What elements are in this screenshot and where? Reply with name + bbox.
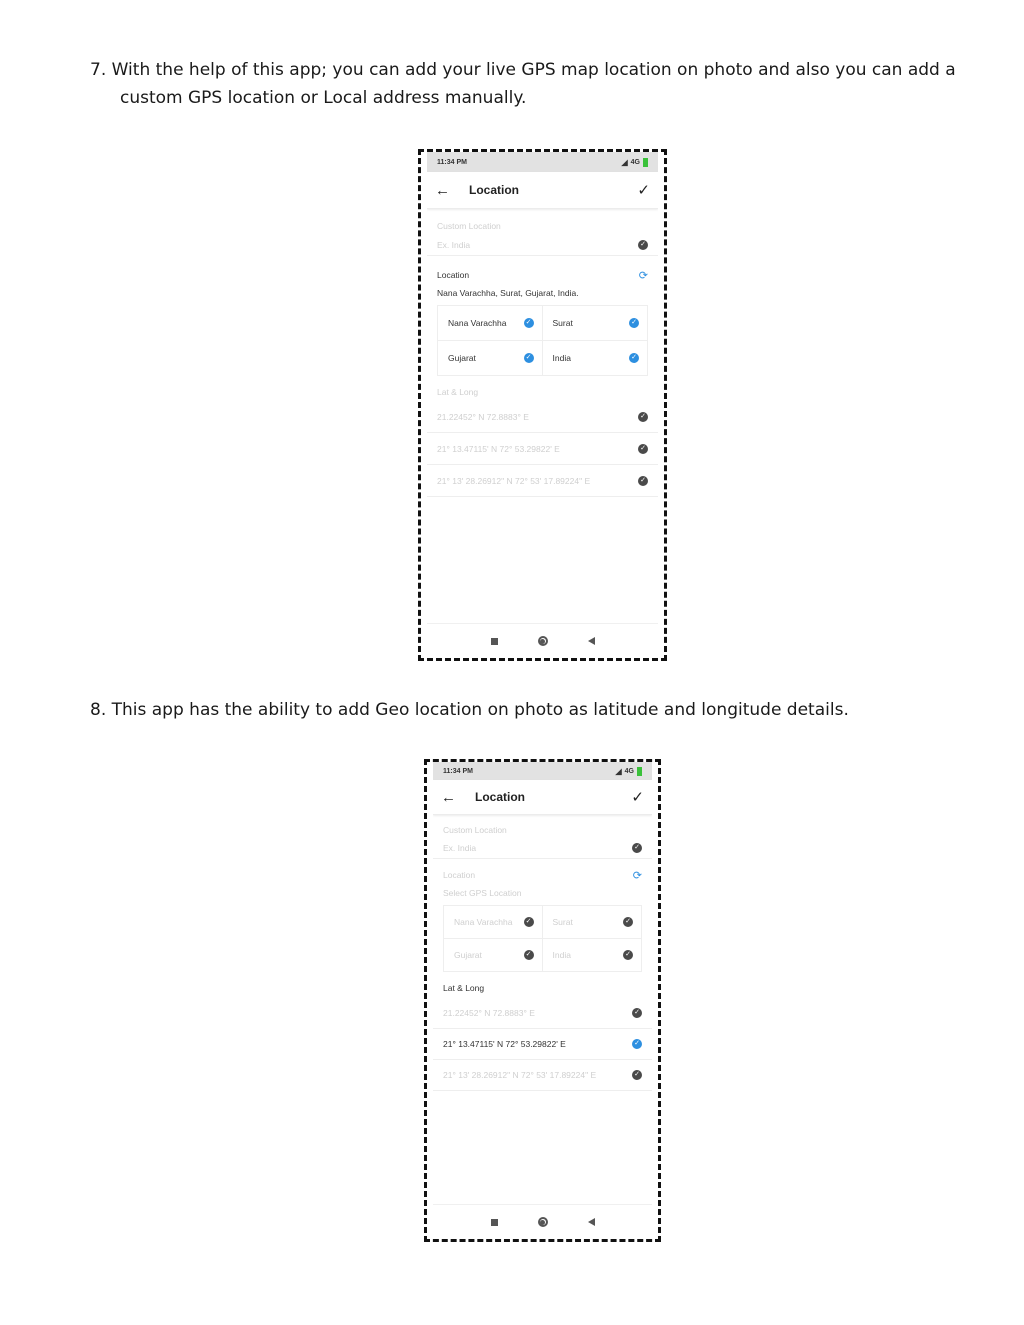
system-nav-bar: [427, 623, 658, 658]
app-bar: [433, 780, 652, 815]
check-circle-icon: ✓: [632, 1070, 642, 1080]
screenshot-frame-2: [424, 759, 661, 1242]
recents-square-icon[interactable]: [491, 638, 498, 645]
chip-nana-varachha[interactable]: Nana Varachha ✓: [438, 306, 543, 341]
location-label: Location: [437, 270, 470, 280]
paragraph-7-line-2: custom GPS location or Local address manually.: [120, 88, 527, 108]
check-circle-icon: ✓: [638, 444, 648, 454]
network-label: 4G: [624, 767, 634, 775]
location-value: Nana Varachha, Surat, Gujarat, India.: [437, 288, 579, 298]
paragraph-8-text: 8. This app has the ability to add Geo location on photo as latitude and longitude details.: [90, 700, 849, 720]
latlong-option-2[interactable]: 21° 13.47115' N 72° 53.29822' E ✓: [433, 1029, 652, 1060]
custom-location-label: Custom Location: [437, 221, 501, 231]
status-bar: [427, 152, 658, 172]
check-circle-icon: ✓: [524, 318, 534, 328]
home-circle-icon[interactable]: [538, 1217, 548, 1227]
screenshot-frame-1: [418, 149, 667, 661]
signal-icon: ◢: [621, 157, 628, 167]
recents-square-icon[interactable]: [491, 1219, 498, 1226]
back-arrow-icon[interactable]: ←: [441, 788, 456, 806]
custom-location-placeholder: Ex. India: [437, 240, 471, 250]
custom-location-label: Custom Location: [443, 825, 507, 835]
phone-screen-1: [427, 152, 658, 658]
chip-gujarat[interactable]: Gujarat ✓: [438, 341, 543, 375]
latlong-option-2[interactable]: 21° 13.47115' N 72° 53.29822' E ✓: [427, 433, 658, 465]
check-circle-icon: ✓: [638, 476, 648, 486]
check-circle-icon: ✓: [638, 412, 648, 422]
latlong-option-3[interactable]: 21° 13' 28.26912" N 72° 53' 17.89224" E ✓: [427, 465, 658, 497]
custom-location-input[interactable]: [427, 235, 658, 256]
latlong-option-3[interactable]: 21° 13' 28.26912" N 72° 53' 17.89224" E ✓: [433, 1060, 652, 1091]
battery-icon: [643, 158, 648, 167]
page-title: Location: [475, 790, 525, 804]
back-arrow-icon[interactable]: ←: [435, 181, 450, 199]
check-circle-icon: ✓: [524, 353, 534, 363]
refresh-icon[interactable]: ⟳: [638, 269, 648, 282]
latlong-label: Lat & Long: [437, 387, 479, 397]
system-nav-bar: [433, 1204, 652, 1239]
home-circle-icon[interactable]: [538, 636, 548, 646]
phone-screen-2: [433, 762, 652, 1239]
chip-nana-varachha[interactable]: Nana Varachha ✓: [444, 906, 543, 939]
chip-india[interactable]: India ✓: [543, 341, 648, 375]
check-circle-icon: ✓: [629, 353, 639, 363]
network-label: 4G: [630, 158, 640, 166]
custom-location-placeholder: Ex. India: [443, 843, 477, 853]
location-label: Location: [443, 870, 476, 880]
location-value: Select GPS Location: [443, 888, 522, 898]
paragraph-7-line-1: 7. With the help of this app; you can add your live GPS map location on photo and also you can add a: [90, 60, 956, 80]
refresh-icon[interactable]: ⟳: [632, 869, 642, 882]
battery-icon: [637, 767, 642, 776]
check-circle-icon: ✓: [524, 950, 534, 960]
chip-india[interactable]: India ✓: [543, 939, 642, 971]
check-circle-icon: ✓: [623, 917, 633, 927]
app-bar: [427, 172, 658, 209]
back-triangle-icon[interactable]: [588, 637, 595, 645]
checkmark-icon[interactable]: ✓: [631, 789, 644, 806]
status-bar: [433, 762, 652, 780]
chip-surat[interactable]: Surat ✓: [543, 906, 642, 939]
back-triangle-icon[interactable]: [588, 1218, 595, 1226]
paragraph-7: [90, 56, 970, 112]
status-time: 11:34 PM: [437, 158, 467, 166]
check-circle-icon: ✓: [632, 1039, 642, 1049]
chip-surat[interactable]: Surat ✓: [543, 306, 648, 341]
check-circle-icon: ✓: [629, 318, 639, 328]
custom-location-input[interactable]: [433, 838, 652, 859]
paragraph-8: [90, 696, 970, 724]
check-circle-icon: ✓: [623, 950, 633, 960]
location-chip-grid: [437, 305, 648, 376]
chip-gujarat[interactable]: Gujarat ✓: [444, 939, 543, 971]
page-title: Location: [469, 183, 519, 197]
signal-icon: ◢: [615, 766, 622, 776]
checkmark-icon[interactable]: ✓: [637, 182, 650, 199]
location-chip-grid: [443, 905, 642, 972]
check-circle-icon[interactable]: ✓: [638, 240, 648, 250]
location-header: [433, 865, 652, 885]
check-circle-icon: ✓: [632, 1008, 642, 1018]
latlong-label: Lat & Long: [443, 983, 485, 993]
check-circle-icon: ✓: [524, 917, 534, 927]
location-header: [427, 265, 658, 285]
latlong-option-1[interactable]: 21.22452° N 72.8883° E ✓: [427, 402, 658, 433]
check-circle-icon[interactable]: ✓: [632, 843, 642, 853]
latlong-option-1[interactable]: 21.22452° N 72.8883° E ✓: [433, 998, 652, 1029]
status-time: 11:34 PM: [443, 767, 473, 775]
